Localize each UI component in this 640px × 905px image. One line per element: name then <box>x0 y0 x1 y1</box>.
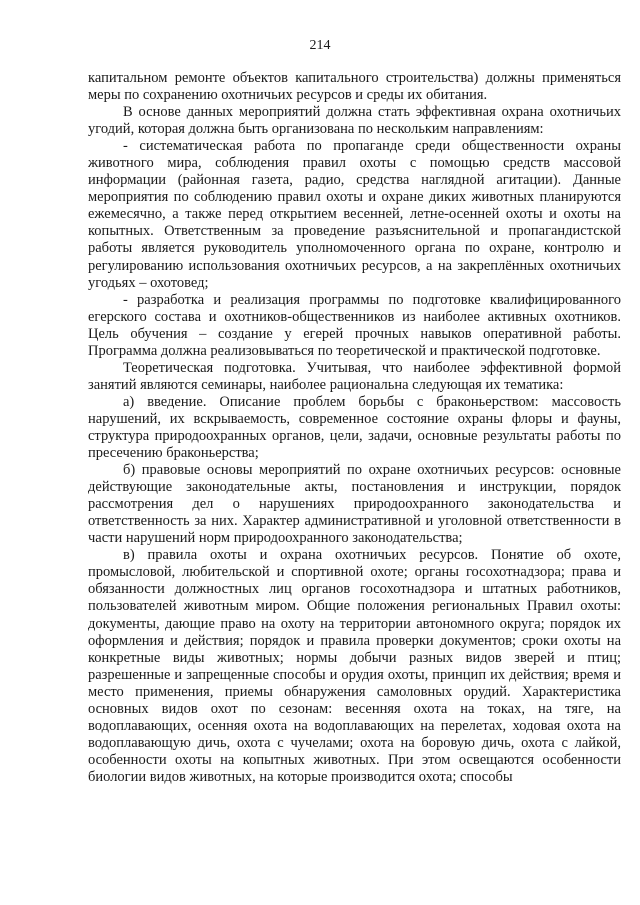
paragraph: Теоретическая подготовка. Учитывая, что наиболее эффективной формой занятий являются семинары, наиболее рациональна следующая их тематика: <box>88 359 621 393</box>
page-number: 214 <box>309 38 331 53</box>
list-item-paragraph: б) правовые основы мероприятий по охране охотничьих ресурсов: основные действующие законодательные акты, постановления и инструкции, порядок рассмотрения дел о нарушениях природоохранного законодательства и ответственность за них. Характер административной и уголовной ответственности в части нарушений норм природоохранного законодательства; <box>88 462 621 547</box>
paragraph-continuation: капитальном ремонте объектов капитального строительства) должны применяться меры по сохранению охотничьих ресурсов и среды их обитания. <box>88 70 621 104</box>
body-text <box>88 70 621 786</box>
list-item-paragraph: в) правила охоты и охрана охотничьих ресурсов. Понятие об охоте, промысловой, любительской и спортивной охоте; органы госохотнадзора; права и обязанности должностных лиц органов госохотнадзора и штатных работников, пользователей животным миром. Общие положения региональных Правил охоты: документы, дающие право на охоту на территории автономного округа; порядок их оформления и действия; порядок и правила проверки документов; сроки охоты на конкретные виды животных; нормы добычи разных видов зверей и птиц; разрешенные и запрещенные способы и орудия охоты, принцип их действия; время и место применения, приемы обнаружения самоловных орудий. Характеристика основных видов охот по сезонам: весенняя охота на токах, на тяге, на водоплавающих, осенняя охота на водоплавающих на перелетах, ходовая охота на водоплавающую дичь, охота с чучелами; охота на боровую дичь, охота с лайкой, особенности охоты на копытных животных. При этом освещаются особенности биологии видов животных, на которые производится охота; способы <box>88 547 621 785</box>
list-item-paragraph: а) введение. Описание проблем борьбы с браконьерством: массовость нарушений, их вскрываемость, современное состояние охраны флоры и фауны, структура природоохранных органов, цели, задачи, основные результаты работы по пресечению браконьерства; <box>88 393 621 462</box>
list-item-paragraph: - разработка и реализация программы по подготовке квалифицированного егерского состава и охотников-общественников из наиболее активных охотников. Цель обучения – создание у егерей прочных навыков оперативной работы. Программа должна реализовываться по теоретической и практической подготовке. <box>88 291 621 359</box>
list-item-paragraph: - систематическая работа по пропаганде среди общественности охраны животного мира, соблюдения правил охоты с помощью средств массовой информации (районная газета, радио, средства наглядной агитации). Данные мероприятия по соблюдению правил охоты и охране диких животных планируются ежемесячно, а также перед открытием весенней, летне-осенней охоты и охоты на копытных. Ответственным за проведение разъяснительной и пропагандистской работы является руководитель уполномоченного органа по охране, контролю и регулированию использования охотничьих ресурсов, а на закреплённых охотничьих угодьях – охотовед; <box>88 138 621 291</box>
paragraph: В основе данных мероприятий должна стать эффективная охрана охотничьих угодий, которая должна быть организована по нескольким направлениям: <box>88 104 621 138</box>
